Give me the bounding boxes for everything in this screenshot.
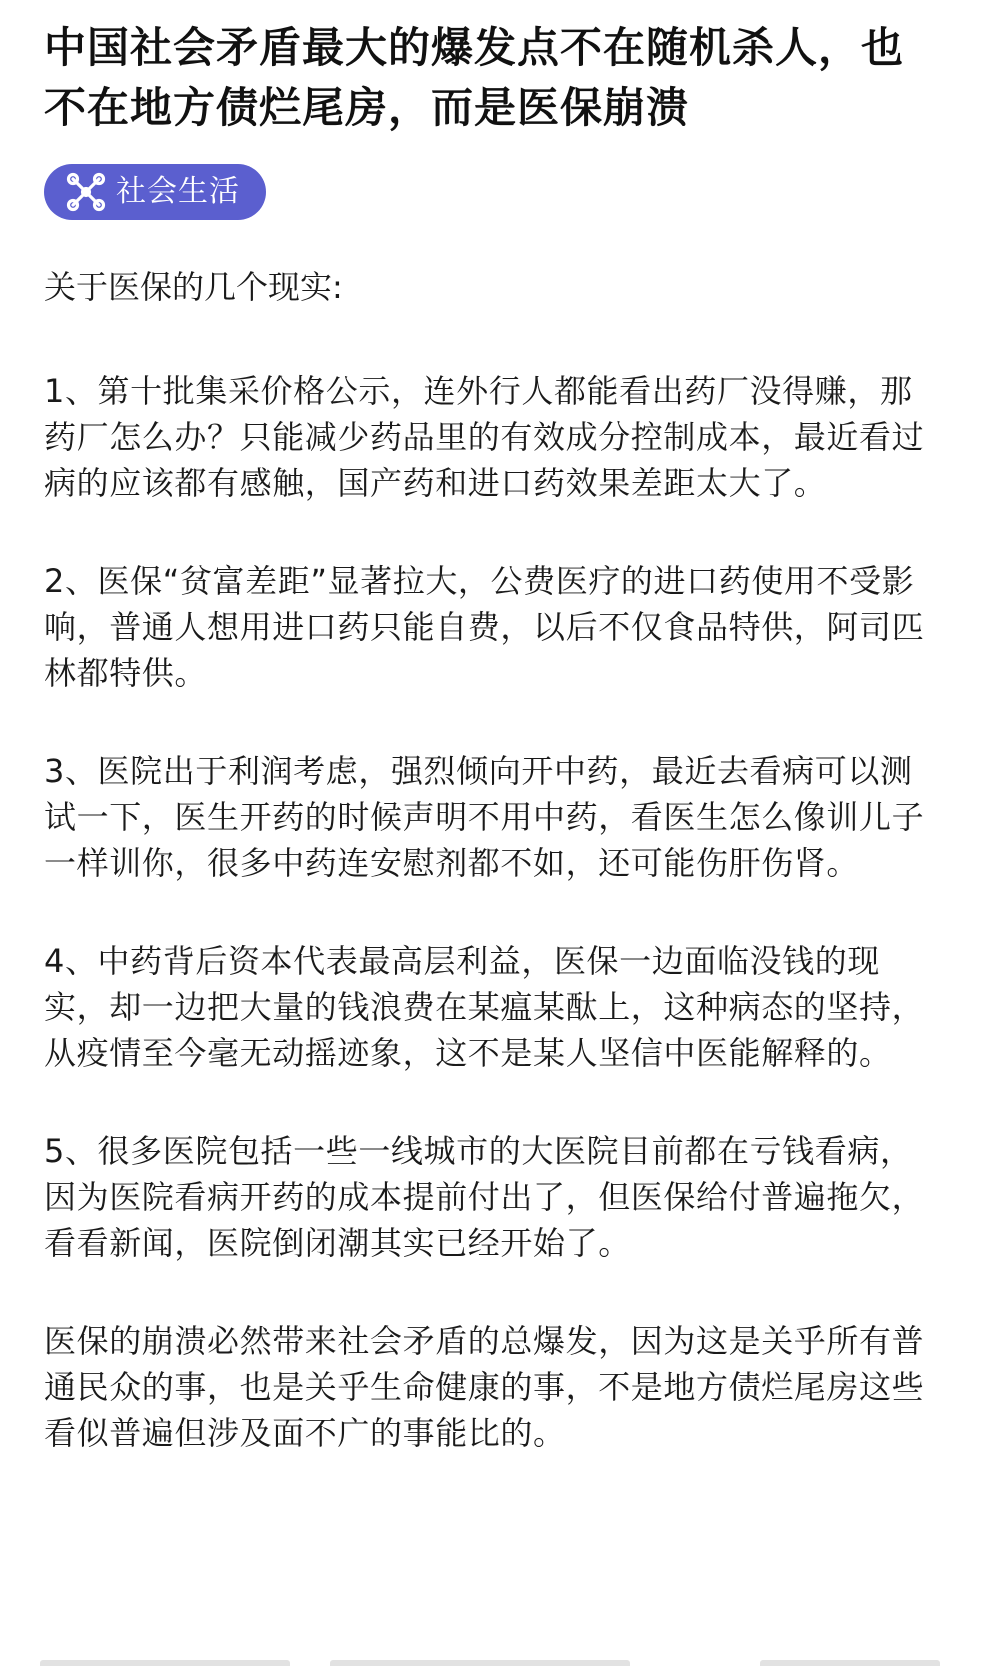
paragraph-4: 4、中药背后资本代表最高层利益，医保一边面临没钱的现实，却一边把大量的钱浪费在某瘟某酞上，这种病态的坚持，从疫情至今毫无动摇迹象，这不是某人坚信中医能解释的。 [44,942,925,1072]
conclusion-paragraph: 医保的崩溃必然带来社会矛盾的总爆发，因为这是关乎所有普通民众的事，也是关乎生命健康的事，不是地方债烂尾房这些看似普遍但涉及面不广的事能比的。 [44,1322,925,1452]
topic-tag[interactable] [44,164,266,220]
bottom-edge [0,1658,983,1666]
bottom-bar-left [40,1660,290,1666]
intro-text: 关于医保的几个现实: [44,268,343,306]
network-nodes-icon [64,172,108,212]
bottom-bar-middle [330,1660,630,1666]
paragraph-1: 1、第十批集采价格公示，连外行人都能看出药厂没得赚，那药厂怎么办？只能减少药品里的有效成分控制成本，最近看过病的应该都有感触，国产药和进口药效果差距太大了。 [44,372,925,502]
topic-label: 社会生活 [116,174,240,209]
bottom-bar-right [760,1660,940,1666]
post-title: 中国社会矛盾最大的爆发点不在随机杀人，也不在地方债烂尾房，而是医保崩溃 [44,23,905,132]
paragraph-5: 5、很多医院包括一些一线城市的大医院目前都在亏钱看病，因为医院看病开药的成本提前付出了，但医保给付普遍拖欠，看看新闻，医院倒闭潮其实已经开始了。 [44,1132,925,1262]
paragraph-3: 3、医院出于利润考虑，强烈倾向开中药，最近去看病可以测试一下，医生开药的时候声明不用中药，看医生怎么像训儿子一样训你，很多中药连安慰剂都不如，还可能伤肝伤肾。 [44,752,925,882]
paragraph-2: 2、医保“贫富差距”显著拉大，公费医疗的进口药使用不受影响，普通人想用进口药只能自费，以后不仅食品特供，阿司匹林都特供。 [44,562,925,692]
